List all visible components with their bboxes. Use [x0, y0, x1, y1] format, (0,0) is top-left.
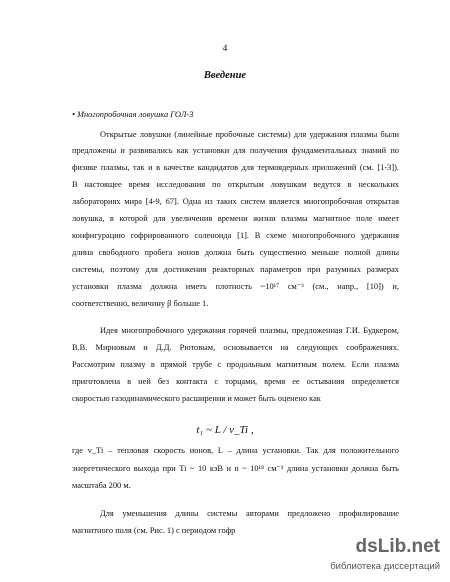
text-line: установки плазма должна иметь плотность ~10¹⁷ см⁻³ (см., напр., [10]) и, [72, 282, 399, 291]
text-line: В.В. Мирновым и Д.Д. Рютовым, основывается на следующих соображениях. [72, 343, 399, 352]
text-line: Для уменьшения длины системы авторами предложено профилирование [100, 509, 399, 518]
text-line: соответственно, величину β больше 1. [72, 299, 209, 308]
text-line: скоростью газодинамического расширения и может быть оценено как [72, 394, 321, 403]
text-line: энергетического выхода при Ti ~ 10 кэВ и n ~ 10¹⁸ см⁻³ длина установки должна быть [72, 464, 399, 473]
text-line: конфигурацию гофрированного соленоида [1]. В схеме многопробочного удержания [72, 231, 399, 240]
text-line: предложены и развивались как установки для получения фундаментальных знаний по [72, 146, 399, 155]
section-heading: • Многопробочная ловушка ГОЛ-3 [72, 110, 194, 119]
watermark [270, 536, 440, 576]
page-number: 4 [222, 44, 228, 54]
page-title: Введение [203, 70, 247, 81]
text-line: Рассмотрим плазму в прямой трубе с продольным магнитным полем. Если плазма [72, 360, 399, 369]
text-line: системы, поэтому для достижения реакторных параметров при разумных размерах [72, 265, 399, 274]
text-line: где v_Ti – тепловая скорость ионов, L – длина установки. Так для положительного [72, 446, 399, 455]
text-line: приготовлена в ней без контакта с торцами, время ее остывания определяется [72, 377, 399, 386]
text-line: Идея многопробочного удержания горячей плазмы, предложенная Г.И. Будкером, [100, 326, 399, 335]
watermark-logo: dsLib.net [355, 536, 440, 557]
text-line: магнитного поля (см. Рис. 1) с периодом гофр [72, 526, 236, 535]
formula: t₁ ~ L / v_Ti , [196, 424, 254, 436]
text-line: Открытые ловушки (линейные пробочные системы) для удержания плазмы были [100, 130, 399, 139]
text-line: масштаба 200 м. [72, 481, 131, 490]
text-line: ловушка, в которой для увеличения времени жизни плазмы магнитное поле имеет [72, 214, 399, 223]
text-line: лабораториях мира [4-9, 67]. Одна из таких систем является многопробочная открытая [72, 197, 399, 206]
text-line: В настоящее время исследования по открытым ловушкам ведутся в нескольких [72, 180, 399, 189]
watermark-subtitle: библиотека диссертаций [330, 561, 440, 572]
text-line: длина свободного пробега ионов должна быть существенно меньше полной длины [72, 248, 399, 257]
text-line: физике плазмы, так и в качестве кандидатов для термоядерных приложений (см. [1-3]). [72, 163, 399, 172]
